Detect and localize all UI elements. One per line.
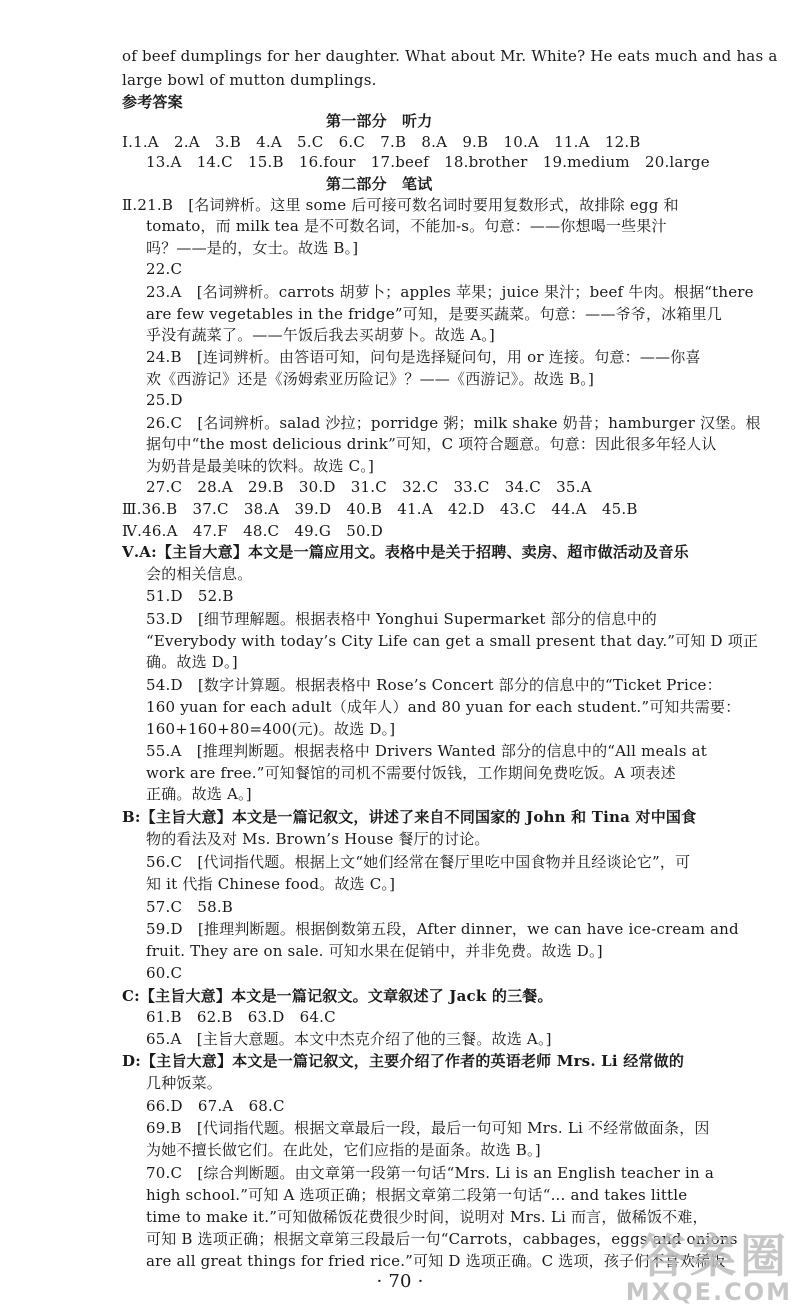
text-line: time to make it.”可知做稀饭花费很少时间，说明对 Mrs. Li 而言，做稀饭不难，	[146, 1208, 708, 1226]
text-line: 57.C 58.B	[146, 898, 234, 916]
text-line: Ⅱ.21.B [名词辨析。这里 some 后可接可数名词时要用复数形式，故排除 egg 和	[122, 196, 679, 214]
text-line: 物的看法及对 Ms. Brown’s House 餐厅的讨论。	[146, 830, 490, 848]
text-line: Ⅴ.A:【主旨大意】本文是一篇应用文。表格中是关于招聘、卖房、超市做活动及音乐	[122, 543, 689, 561]
text-line: 参考答案	[122, 93, 183, 111]
text-line: 60.C	[146, 964, 183, 982]
text-line: 160+160+80=400(元)。故选 D。]	[146, 720, 396, 738]
watermark-bottom-text: MXQE.COM	[625, 1278, 792, 1306]
text-line: 确。故选 D。]	[146, 653, 238, 671]
text-line: 53.D [细节理解题。根据表格中 Yonghui Supermarket 部分的信息中的	[146, 610, 657, 628]
text-line: 会的相关信息。	[146, 565, 253, 583]
text-line: D:【主旨大意】本文是一篇记叙文，主要介绍了作者的英语老师 Mrs. Li 经常做的	[122, 1052, 685, 1070]
text-line: 54.D [数字计算题。根据表格中 Rose’s Concert 部分的信息中的“Ticket Price：	[146, 676, 722, 694]
text-line: 第二部分 笔试	[326, 175, 433, 193]
text-line: 26.C [名词辨析。salad 沙拉；porridge 粥；milk shake 奶昔；hamburger 汉堡。根	[146, 414, 761, 432]
text-line: B:【主旨大意】本文是一篇记叙文，讲述了来自不同国家的 John 和 Tina 对中国食	[122, 808, 697, 826]
text-line: 22.C	[146, 260, 183, 278]
text-line: 23.A [名词辨析。carrots 胡萝卜；apples 苹果；juice 果汁；beef 牛肉。根据“there	[146, 283, 754, 301]
text-line: are all great things for fried rice.”可知 D 选项正确。C 选项，孩子们不喜欢稀饭	[146, 1252, 726, 1270]
text-line: Ⅲ.36.B 37.C 38.A 39.D 40.B 41.A 42.D 43.C 44.A 45.B	[122, 500, 638, 518]
text-line: 27.C 28.A 29.B 30.D 31.C 32.C 33.C 34.C 35.A	[146, 478, 592, 496]
text-line: “Everybody with today’s City Life can get a small present that day.”可知 D 项正	[146, 632, 759, 650]
text-line: 正确。故选 A。]	[146, 785, 252, 803]
text-line: fruit. They are on sale. 可知水果在促销中，并非免费。故选 D。]	[146, 942, 603, 960]
text-line: tomato，而 milk tea 是不可数名词，不能加-s。句意：——你想喝一些果汁	[146, 217, 667, 235]
text-line: 几种饭菜。	[146, 1074, 223, 1092]
text-line: 乎没有蔬菜了。——午饭后我去买胡萝卜。故选 A。]	[146, 326, 495, 344]
page-number: · 70 ·	[376, 1271, 424, 1292]
text-line: Ⅳ.46.A 47.F 48.C 49.G 50.D	[122, 522, 383, 540]
text-line: 为奶昔是最美味的饮料。故选 C。]	[146, 457, 374, 475]
text-line: work are free.”可知餐馆的司机不需要付饭钱，工作期间免费吃饭。A 项表述	[146, 764, 676, 782]
text-line: 第一部分 听力	[326, 112, 433, 130]
text-line: 56.C [代词指代题。根据上文“她们经常在餐厅里吃中国食物并且经谈论它”，可	[146, 853, 691, 871]
text-line: large bowl of mutton dumplings.	[122, 71, 377, 89]
text-line: Ⅰ.1.A 2.A 3.B 4.A 5.C 6.C 7.B 8.A 9.B 10.A 11.A 12.B	[122, 133, 641, 151]
text-line: 65.A [主旨大意题。本文中杰克介绍了他的三餐。故选 A。]	[146, 1030, 552, 1048]
text-line: 据句中“the most delicious drink”可知，C 项符合题意。句意：因此很多年轻人认	[146, 435, 717, 453]
text-line: 69.B [代词指代题。根据文章最后一段，最后一句可知 Mrs. Li 不经常做面条，因	[146, 1119, 710, 1137]
text-line: 24.B [连词辨析。由答语可知，问句是选择疑问句，用 or 连接。句意：——你喜	[146, 348, 701, 366]
text-line: high school.”可知 A 选项正确；根据文章第二段第一句话“... and takes little	[146, 1186, 688, 1204]
text-line: C:【主旨大意】本文是一篇记叙文。文章叙述了 Jack 的三餐。	[122, 987, 553, 1005]
text-line: 欢《西游记》还是《汤姆索亚历险记》？——《西游记》。故选 B。]	[146, 370, 595, 388]
text-line: 61.B 62.B 63.D 64.C	[146, 1008, 336, 1026]
watermark-logo	[560, 1220, 800, 1310]
text-line: 66.D 67.A 68.C	[146, 1097, 285, 1115]
text-line: 13.A 14.C 15.B 16.four 17.beef 18.brother 19.medium 20.large	[146, 153, 710, 171]
watermark-top-text: 答案圈	[640, 1229, 790, 1283]
text-line: 59.D [推理判断题。根据倒数第五段，After dinner，we can have ice-cream and	[146, 920, 739, 938]
text-line: of beef dumplings for her daughter. What about Mr. White? He eats much and has a	[122, 47, 778, 65]
text-line: 160 yuan for each adult（成年人）and 80 yuan for each student.”可知共需要：	[146, 698, 741, 716]
text-line: 知 it 代指 Chinese food。故选 C。]	[146, 875, 396, 893]
text-line: 吗？——是的，女士。故选 B。]	[146, 239, 359, 257]
text-line: are few vegetables in the fridge”可知，是要买蔬菜。句意：——爷爷，冰箱里几	[146, 305, 722, 323]
text-line: 25.D	[146, 391, 183, 409]
text-line: 55.A [推理判断题。根据表格中 Drivers Wanted 部分的信息中的“All meals at	[146, 742, 708, 760]
text-line: 70.C [综合判断题。由文章第一段第一句话“Mrs. Li is an English teacher in a	[146, 1164, 715, 1182]
text-line: 可知 B 选项正确；根据文章第三段最后一句“Carrots，cabbages，eggs and onions	[146, 1230, 738, 1248]
text-line: 51.D 52.B	[146, 587, 234, 605]
text-line: 为她不擅长做它们。在此处，它们应指的是面条。故选 B。]	[146, 1141, 541, 1159]
